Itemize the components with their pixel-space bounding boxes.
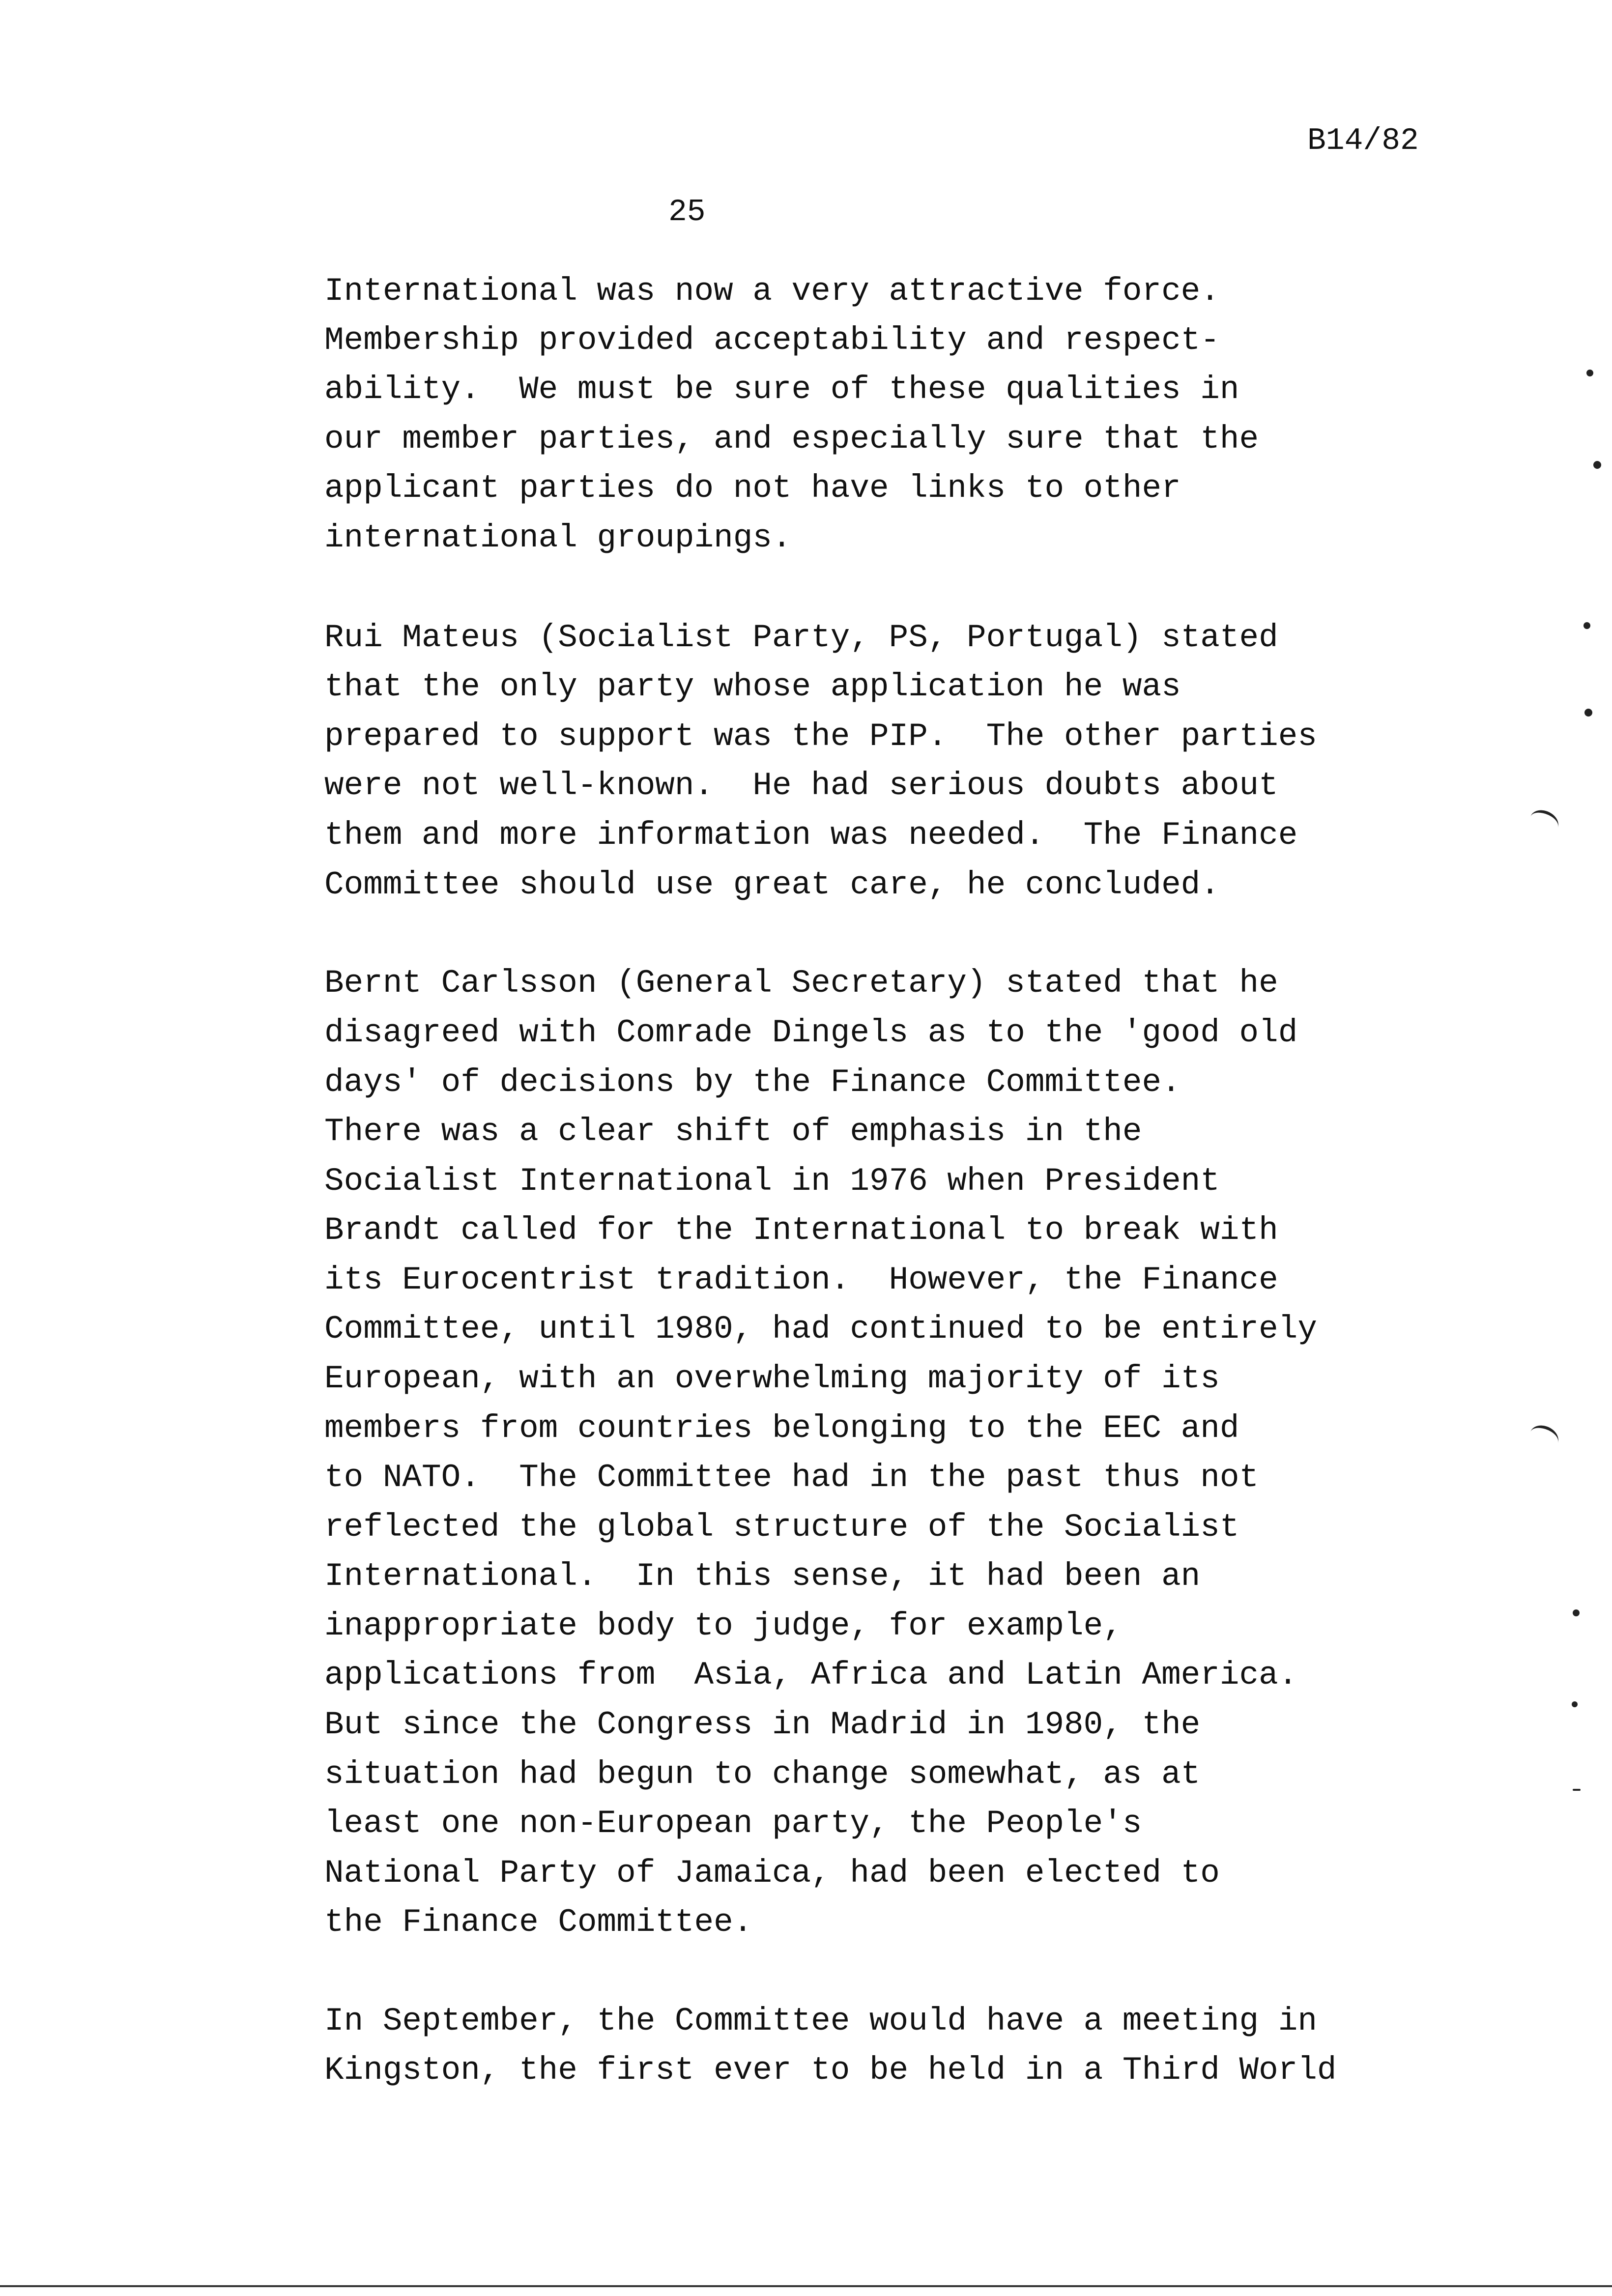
scan-mark: [1573, 1789, 1581, 1791]
page-number: 25: [668, 195, 706, 230]
text-line: International. In this sense, it had been an: [324, 1558, 1201, 1595]
text-line: ability. We must be sure of these qualities in: [324, 371, 1239, 408]
text-line: disagreed with Comrade Dingels as to the 'good old: [324, 1014, 1298, 1051]
text-line: to NATO. The Committee had in the past thus not: [324, 1459, 1259, 1496]
scan-arc-mark: [1526, 1422, 1561, 1453]
text-line: Committee should use great care, he concluded.: [324, 866, 1220, 903]
text-line: applicant parties do not have links to other: [324, 470, 1181, 507]
scan-mark: [1572, 1701, 1578, 1707]
text-line: members from countries belonging to the EEC and: [324, 1410, 1239, 1447]
bottom-scan-edge: [0, 2285, 1612, 2287]
text-line: Bernt Carlsson (General Secretary) stated that he: [324, 965, 1278, 1002]
text-line: its Eurocentrist tradition. However, the Finance: [324, 1262, 1278, 1298]
text-line: applications from Asia, Africa and Latin America.: [324, 1657, 1298, 1693]
text-line: were not well-known. He had serious doubts about: [324, 767, 1278, 804]
text-line: our member parties, and especially sure that the: [324, 421, 1259, 458]
text-line: prepared to support was the PIP. The other parties: [324, 718, 1317, 755]
text-line: Membership provided acceptability and respect-: [324, 322, 1220, 359]
text-line: the Finance Committee.: [324, 1904, 753, 1941]
text-line: reflected the global structure of the Socialist: [324, 1509, 1239, 1546]
text-line: There was a clear shift of emphasis in the: [324, 1113, 1142, 1150]
text-line: them and more information was needed. The Finance: [324, 817, 1298, 854]
text-line: In September, the Committee would have a meeting in: [324, 2003, 1317, 2039]
document-reference: B14/82: [1307, 123, 1419, 158]
scan-arc-mark: [1526, 807, 1561, 837]
text-line: international groupings.: [324, 519, 792, 556]
text-line: Kingston, the first ever to be held in a Third World: [324, 2052, 1337, 2089]
text-line: days' of decisions by the Finance Committee.: [324, 1064, 1181, 1101]
scan-mark: [1573, 1609, 1580, 1616]
text-line: National Party of Jamaica, had been elected to: [324, 1855, 1220, 1892]
text-line: situation had begun to change somewhat, as at: [324, 1756, 1201, 1793]
scan-mark: [1583, 622, 1590, 629]
scan-mark: [1584, 709, 1592, 717]
scan-mark: [1593, 461, 1601, 469]
scan-mark: [1586, 370, 1593, 376]
text-line: Socialist International in 1976 when President: [324, 1163, 1220, 1200]
text-line: Brandt called for the International to break with: [324, 1212, 1278, 1249]
text-line: International was now a very attractive force.: [324, 273, 1220, 310]
text-line: Committee, until 1980, had continued to be entirely: [324, 1311, 1317, 1348]
text-line: European, with an overwhelming majority of its: [324, 1360, 1220, 1397]
text-line: inappropriate body to judge, for example,: [324, 1607, 1123, 1644]
text-line: Rui Mateus (Socialist Party, PS, Portugal) stated: [324, 619, 1278, 656]
text-line: least one non-European party, the People's: [324, 1805, 1142, 1842]
text-line: that the only party whose application he was: [324, 668, 1181, 705]
text-line: But since the Congress in Madrid in 1980, the: [324, 1706, 1201, 1743]
